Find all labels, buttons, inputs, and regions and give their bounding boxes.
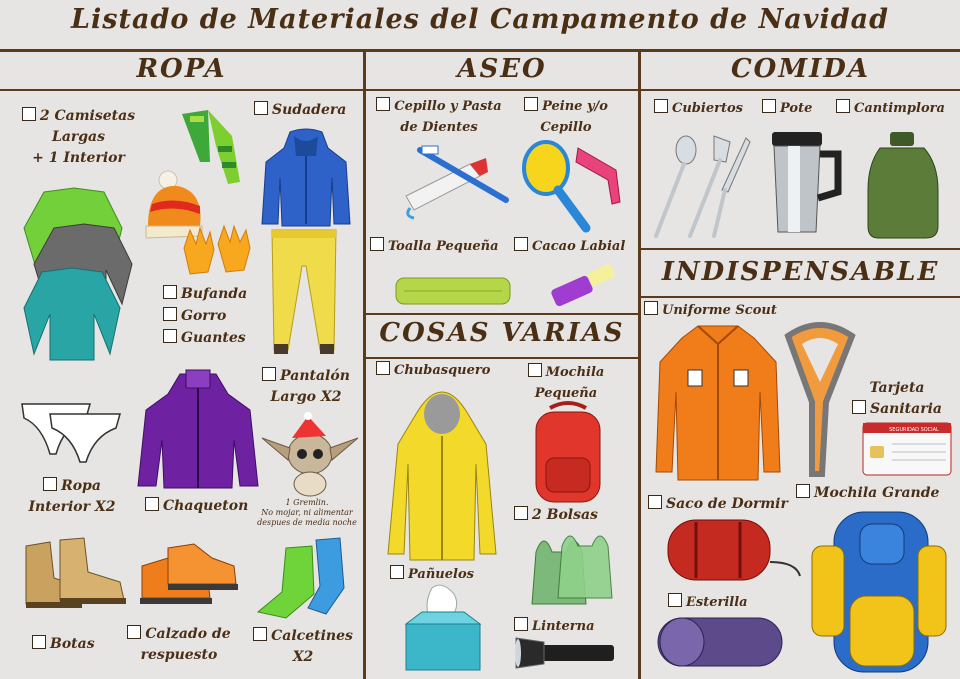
lip-balm-icon xyxy=(548,266,618,310)
checkbox-toalla[interactable] xyxy=(370,237,384,251)
checkbox-panuelos[interactable] xyxy=(390,565,404,579)
checkbox-bolsas[interactable] xyxy=(514,506,528,520)
checkbox-cantimplora[interactable] xyxy=(836,99,850,113)
section-ropa-heading: ROPA xyxy=(136,54,227,84)
item-tarjeta: Tarjeta Sanitaria xyxy=(852,378,942,420)
jacket-icon xyxy=(136,370,260,494)
checkbox-linterna[interactable] xyxy=(514,617,528,631)
item-chaqueton: Chaqueton xyxy=(145,496,248,517)
checkbox-saco[interactable] xyxy=(648,495,662,509)
checkbox-guantes[interactable] xyxy=(163,329,177,343)
item-calcetines: Calcetines X2 xyxy=(248,626,358,668)
section-cosas-varias-heading: COSAS VARIAS xyxy=(379,318,625,348)
column-divider-1 xyxy=(363,50,366,679)
item-camisetas: 2 Camisetas Largas + 1 Interior xyxy=(16,106,141,169)
indisp-bottom-divider xyxy=(639,296,960,298)
item-gorro: Gorro xyxy=(163,306,226,327)
backpack-small-icon xyxy=(528,402,606,504)
checkbox-gorro[interactable] xyxy=(163,307,177,321)
mug-icon xyxy=(766,128,846,240)
gremlin-icon xyxy=(262,412,358,496)
item-cacao: Cacao Labial xyxy=(514,236,625,257)
checkbox-esterilla[interactable] xyxy=(668,593,682,607)
checkbox-calzado[interactable] xyxy=(127,625,141,639)
gremlin-note: 1 Gremlin. No mojar, ni alimentar despues de media noche xyxy=(257,498,357,527)
page-title: Listado de Materiales del Campamento de Navidad xyxy=(71,4,889,35)
canteen-icon xyxy=(866,130,942,242)
item-cepillo-pasta: Cepillo y Pasta de Dientes xyxy=(370,96,508,138)
checkbox-cubiertos[interactable] xyxy=(654,99,668,113)
checkbox-botas[interactable] xyxy=(32,635,46,649)
boots-icon xyxy=(20,538,128,618)
raincoat-icon xyxy=(386,384,498,562)
checkbox-sudadera[interactable] xyxy=(254,101,268,115)
checkbox-uniforme[interactable] xyxy=(644,301,658,315)
item-cubiertos: Cubiertos xyxy=(654,98,743,119)
item-botas: Botas xyxy=(32,634,95,655)
item-pote: Pote xyxy=(762,98,812,119)
varias-top-divider xyxy=(364,313,640,315)
flashlight-icon xyxy=(514,636,616,670)
item-pantalon: Pantalón Largo X2 xyxy=(256,366,356,408)
section-aseo-heading: ASEO xyxy=(457,54,547,84)
item-chubasquero: Chubasquero xyxy=(376,360,490,381)
socks-icon xyxy=(256,538,356,620)
cutlery-icon xyxy=(650,132,754,242)
toothbrush-icon xyxy=(400,146,510,220)
item-calzado: Calzado de respuesto xyxy=(118,624,240,666)
hoodie-icon xyxy=(262,128,350,228)
section-indispensable-heading: INDISPENSABLE xyxy=(661,257,940,287)
checkbox-ropa-interior[interactable] xyxy=(43,477,57,491)
item-mochila-pequena: Mochila Pequeña xyxy=(516,362,616,404)
neckerchief-icon xyxy=(782,322,858,478)
checkbox-mochila-grande[interactable] xyxy=(796,484,810,498)
item-toalla: Toalla Pequeña xyxy=(370,236,499,257)
uniform-icon xyxy=(654,322,782,486)
indisp-top-divider xyxy=(639,248,960,250)
section-comida-heading: COMIDA xyxy=(730,54,870,84)
towel-icon xyxy=(394,274,512,308)
title-divider xyxy=(0,49,960,52)
item-mochila-grande: Mochila Grande xyxy=(796,483,939,504)
item-saco: Saco de Dormir xyxy=(648,494,788,515)
item-esterilla: Esterilla xyxy=(668,592,748,613)
checkbox-cacao[interactable] xyxy=(514,237,528,251)
comb-brush-icon xyxy=(520,140,624,236)
trousers-icon xyxy=(268,226,340,358)
item-guantes: Guantes xyxy=(163,328,246,349)
item-uniforme: Uniforme Scout xyxy=(644,300,777,321)
gloves-icon xyxy=(180,224,252,278)
column-divider-2 xyxy=(638,50,641,679)
checkbox-mochila-pequena[interactable] xyxy=(528,363,542,377)
checkbox-cepillo-pasta[interactable] xyxy=(376,97,390,111)
item-ropa-interior: Ropa Interior X2 xyxy=(28,478,116,515)
checkbox-bufanda[interactable] xyxy=(163,285,177,299)
varias-bottom-divider xyxy=(364,357,640,359)
item-linterna: Linterna xyxy=(514,616,595,637)
item-bolsas: 2 Bolsas xyxy=(514,505,598,526)
checkbox-calcetines[interactable] xyxy=(253,627,267,641)
header-divider xyxy=(0,89,960,91)
checkbox-peine[interactable] xyxy=(524,97,538,111)
checkbox-camisetas[interactable] xyxy=(22,107,36,121)
item-cantimplora: Cantimplora xyxy=(836,98,945,119)
checkbox-pantalon[interactable] xyxy=(262,367,276,381)
health-card-header: SEGURIDAD SOCIAL xyxy=(889,427,939,433)
mat-icon xyxy=(656,612,786,672)
health-card-icon xyxy=(862,422,952,476)
shirts-icon xyxy=(24,188,140,364)
checkbox-chubasquero[interactable] xyxy=(376,361,390,375)
item-peine: Peine y/o Cepillo xyxy=(516,96,616,138)
sneakers-icon xyxy=(138,544,240,614)
underwear-icon xyxy=(20,398,124,464)
bags-icon xyxy=(530,526,614,608)
checkbox-pote[interactable] xyxy=(762,99,776,113)
sleeping-bag-icon xyxy=(666,516,806,590)
backpack-large-icon xyxy=(808,506,948,676)
item-panuelos: Pañuelos xyxy=(390,564,474,585)
tissues-icon xyxy=(402,584,484,674)
item-bufanda: Bufanda xyxy=(163,284,247,305)
checkbox-chaqueton[interactable] xyxy=(145,497,159,511)
item-sudadera: Sudadera xyxy=(254,100,346,121)
